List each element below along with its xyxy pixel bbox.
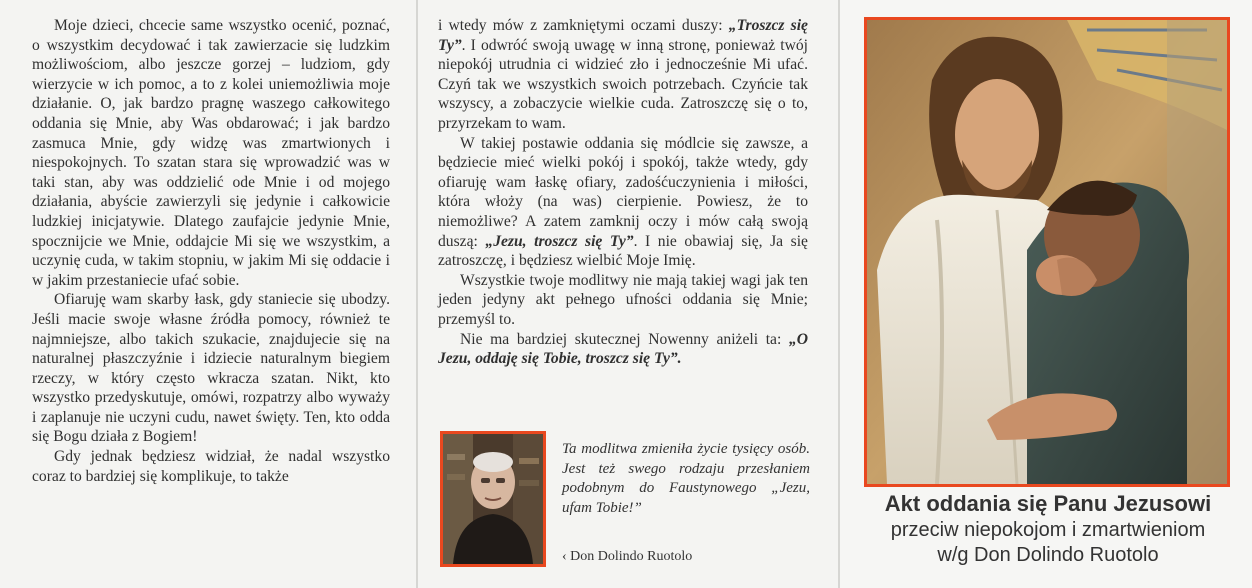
jesus-consoling-image — [864, 17, 1230, 487]
paragraph: Ofiaruję wam skarby łask, gdy staniecie się ubodzy. Jeśli macie swoje własne źródła pomocy, również te najmniejsze, albo takich szukacie, znajdujecie się na naturalnej płaszczyźnie i idziecie naturalnym biegiem rzeczy, w który często wkracza szatan. Nikt, kto wszystko przedyskutuje, omówi, rozpatrzy albo wyważy i zaplanuje nie uczyni cudu, nawet święty. Ten, kto odda się Bogu działa z Bogiem! — [32, 291, 390, 446]
painting-illustration — [867, 20, 1227, 484]
novena-prayer: „O Jezu, oddaję się Tobie, troszcz się Ty”. — [438, 330, 808, 368]
title-subtitle: przeciw niepokojom i zmartwieniom — [890, 519, 1206, 541]
paragraph: Wszystkie twoje modlitwy nie mają takiej wagi jak ten jeden jedyny akt pełnego ufności oddania się Mnie; przemyśl to. — [438, 271, 808, 328]
paragraph: Moje dzieci, chcecie same wszystko ocenić, poznać, o wszystkim decydować i tak zawierzacie się ludzkim możliwościom, albo jeszcze gorzej – ludziom, gdy wierzycie w ich pomoc, a to z kolei uniemożliwia moje działanie. O, jak bardzo pragnę waszego całkowitego oddania się Mnie, aby Was obdarować; i jak bardzo zasmuca Mnie, gdy widzę was zmartwionych i niespokojnych. To szatan stara się wprowadzić was w taki stan, aby was oddzielić ode Mnie i od mojego działania, abyście zawierzyli się jedynie i całkowicie ludzkiej inicjatywie. Dlatego zaufajcie jedynie Mnie, spocznijcie we Mnie, oddajcie Mi się we wszystkim, a uczynię cuda, w takim stopniu, w jakim Mi się oddacie i w jakim przestaniecie ufać sobie. — [32, 17, 390, 289]
quote-block — [562, 440, 810, 518]
paragraph: Gdy jednak będziesz widział, że nadal wszystko coraz to bardziej się komplikuje, to także — [32, 448, 390, 485]
title-author: w/g Don Dolindo Ruotolo — [937, 544, 1159, 566]
title-main: Akt oddania się Panu Jezusowi — [884, 491, 1212, 516]
middle-column-text — [438, 16, 808, 369]
portrait-photo — [440, 431, 546, 567]
quote-signature: ‹ Don Dolindo Ruotolo — [562, 549, 693, 564]
text-run: W takiej postawie oddania się módlcie się zawsze, a będziecie mieć wielki pokój i spokój, także wtedy, gdy ofiaruję wam łaskę ofiary, zadośćuczynienia i miłości, która włoży (na was) cierpienie. Powiesz, że to niemożliwe? A zatem zamknij oczy i mów całą swoją duszą: — [438, 134, 808, 250]
text-run: . I nie obawiaj się, Ja się zatroszczę, i będziesz wielbić Moje Imię. — [438, 232, 808, 270]
card-title — [852, 490, 1244, 568]
text-run: . I odwróć swoją uwagę w inną stronę, ponieważ twój niepokój utrudnia ci widzieć zło i jednocześnie Mi ufać. Czyń tak we wszystkich swoich potrzebach. Czyńcie tak wszyscy, a zobaczycie wielkie cuda. Zatroszczę się o to, przyrzekam to wam. — [438, 36, 808, 132]
prayer-phrase: „Jezu, troszcz się Ty” — [485, 232, 634, 250]
text-run: Nie ma bardziej skutecznej Nowenny aniżeli ta: — [460, 330, 789, 348]
paragraph — [438, 16, 808, 134]
quote-text: Ta modlitwa zmieniła życie tysięcy osób. Jest też swego rodzaju przesłaniem podobnym do Faustynowego „Jezu, ufam Tobie!” — [562, 441, 810, 516]
left-column-text — [32, 16, 390, 486]
text-run: i wtedy mów z zamkniętymi oczami duszy: — [438, 17, 729, 34]
prayer-phrase: „Troszcz się Ty” — [438, 17, 808, 54]
paragraph — [438, 134, 808, 271]
paragraph — [438, 330, 808, 369]
portrait-illustration — [443, 434, 543, 564]
